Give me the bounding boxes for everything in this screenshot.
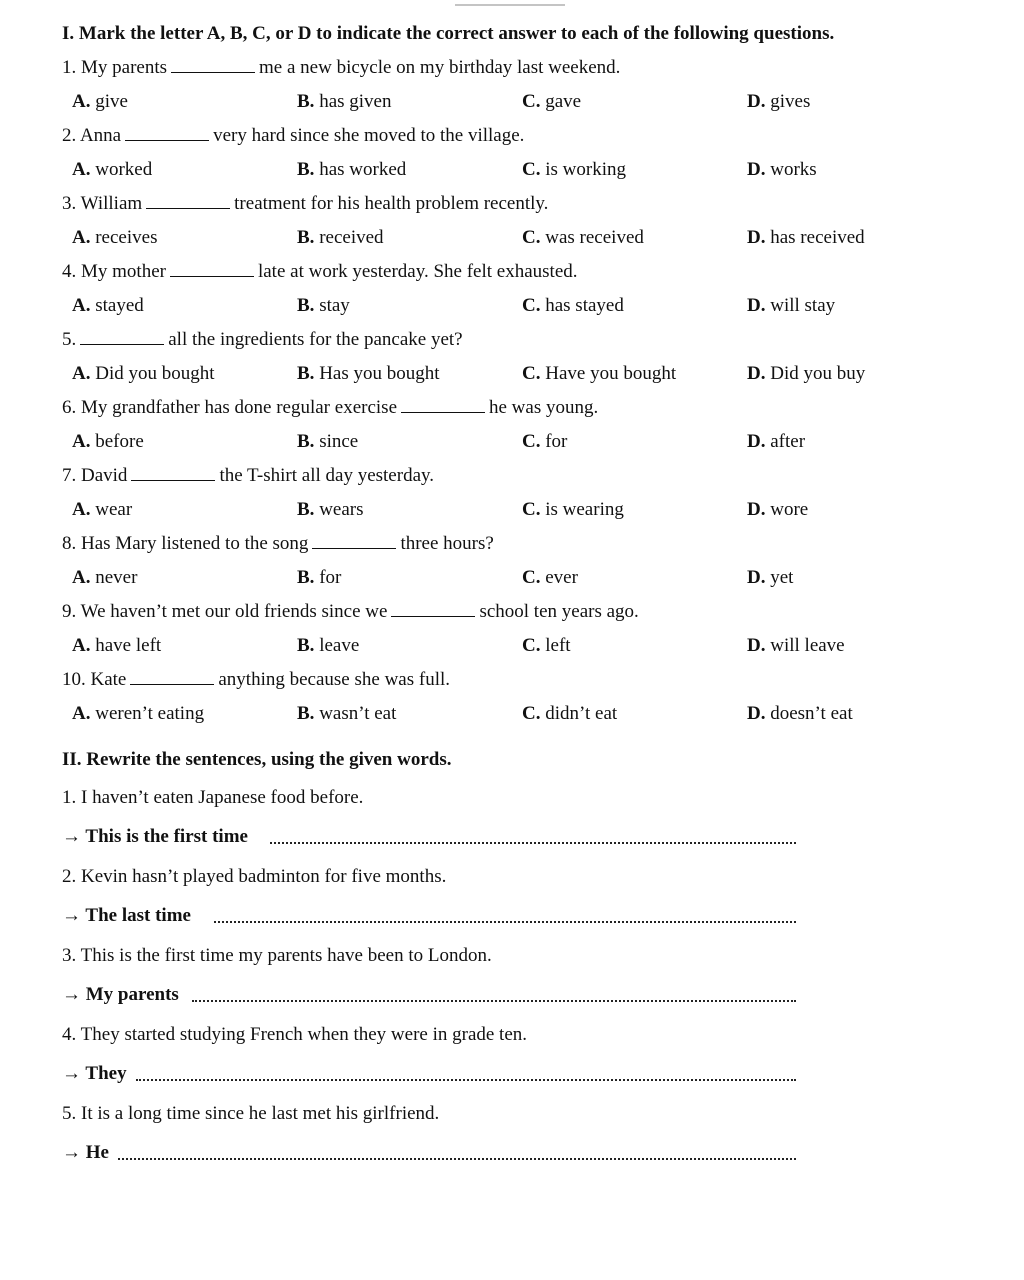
option-text: will stay <box>770 295 836 316</box>
option-letter: D. <box>747 91 766 112</box>
option-text: leave <box>319 635 360 656</box>
option-letter: A. <box>72 159 91 180</box>
option-letter: D. <box>747 703 766 724</box>
option-text: stayed <box>95 295 144 316</box>
question-stem-end: anything because she was full. <box>218 669 451 690</box>
option-a <box>72 566 137 590</box>
option-a <box>72 430 144 454</box>
option-letter: B. <box>297 635 315 656</box>
option-text: didn’t eat <box>545 703 618 724</box>
prompt-text: This is the first time <box>85 826 248 847</box>
answer-blank <box>391 601 475 617</box>
option-text: yet <box>770 567 794 588</box>
option-text: left <box>545 635 571 656</box>
answer-blank <box>171 57 255 73</box>
option-letter: D. <box>747 363 766 384</box>
answer-blank <box>170 261 254 277</box>
option-letter: A. <box>72 431 91 452</box>
question-10 <box>62 668 450 692</box>
option-d <box>747 158 817 182</box>
option-d <box>747 362 865 386</box>
option-b <box>297 226 384 250</box>
option-letter: B. <box>297 703 315 724</box>
option-letter: D. <box>747 431 766 452</box>
option-text: since <box>319 431 359 452</box>
option-text: has received <box>770 227 865 248</box>
question-stem-start: 4. My mother <box>62 261 166 282</box>
option-text: has stayed <box>545 295 624 316</box>
option-text: works <box>770 159 817 180</box>
option-c <box>522 158 626 182</box>
option-text: stay <box>319 295 350 316</box>
rewrite-sentence-3: 3. This is the first time my parents have been to London. <box>62 945 492 966</box>
cropped-title-remnant <box>455 0 565 6</box>
option-c <box>522 294 624 318</box>
option-b <box>297 90 391 114</box>
option-c <box>522 566 578 590</box>
question-5 <box>62 328 463 352</box>
rewrite-sentence-4: 4. They started studying French when they were in grade ten. <box>62 1024 528 1045</box>
option-letter: C. <box>522 159 541 180</box>
question-stem-start: 10. Kate <box>62 669 127 690</box>
option-text: Did you buy <box>770 363 866 384</box>
option-letter: D. <box>747 635 766 656</box>
question-stem-start: 9. We haven’t met our old friends since we <box>62 601 388 622</box>
question-stem-start: 3. William <box>62 193 143 214</box>
question-stem-end: he was young. <box>489 397 599 418</box>
option-letter: C. <box>522 363 541 384</box>
option-text: for <box>319 567 342 588</box>
option-letter: A. <box>72 635 91 656</box>
question-9 <box>62 600 639 624</box>
option-b <box>297 430 358 454</box>
option-letter: A. <box>72 703 91 724</box>
option-b <box>297 702 396 726</box>
option-letter: B. <box>297 431 315 452</box>
option-text: was received <box>545 227 644 248</box>
option-text: Have you bought <box>545 363 677 384</box>
answer-dotted-line[interactable] <box>136 1079 796 1081</box>
option-text: wasn’t eat <box>319 703 397 724</box>
answer-blank <box>80 329 164 345</box>
option-text: for <box>545 431 568 452</box>
option-text: will leave <box>770 635 845 656</box>
option-letter: C. <box>522 567 541 588</box>
option-a <box>72 498 132 522</box>
option-d <box>747 702 853 726</box>
option-text: is wearing <box>545 499 624 520</box>
question-stem-end: three hours? <box>400 533 494 554</box>
option-letter: D. <box>747 567 766 588</box>
option-letter: D. <box>747 227 766 248</box>
option-letter: C. <box>522 431 541 452</box>
option-letter: A. <box>72 295 91 316</box>
answer-dotted-line[interactable] <box>118 1158 796 1160</box>
option-letter: B. <box>297 363 315 384</box>
option-text: never <box>95 567 138 588</box>
prompt-text: My parents <box>85 984 179 1005</box>
option-letter: A. <box>72 227 91 248</box>
option-d <box>747 226 865 250</box>
option-text: wears <box>319 499 364 520</box>
option-c <box>522 90 581 114</box>
question-stem-end: treatment for his health problem recently. <box>234 193 549 214</box>
option-letter: C. <box>522 635 541 656</box>
option-a <box>72 158 152 182</box>
prompt-text: They <box>85 1063 127 1084</box>
question-stem-start: 8. Has Mary listened to the song <box>62 533 309 554</box>
option-d <box>747 90 810 114</box>
option-text: weren’t eating <box>95 703 205 724</box>
arrow-icon: → <box>62 1142 81 1163</box>
arrow-icon: → <box>62 984 81 1005</box>
option-c <box>522 430 567 454</box>
question-1 <box>62 56 620 80</box>
option-b <box>297 498 364 522</box>
option-letter: D. <box>747 295 766 316</box>
question-stem-end: very hard since she moved to the village. <box>213 125 525 146</box>
option-c <box>522 498 624 522</box>
option-d <box>747 430 805 454</box>
option-text: is working <box>545 159 626 180</box>
answer-dotted-line[interactable] <box>192 1000 796 1002</box>
question-stem-end: the T-shirt all day yesterday. <box>219 465 435 486</box>
rewrite-sentence-5: 5. It is a long time since he last met his girlfriend. <box>62 1103 440 1124</box>
option-text: doesn’t eat <box>770 703 853 724</box>
option-a <box>72 226 157 250</box>
option-text: received <box>319 227 384 248</box>
question-7 <box>62 464 434 488</box>
option-a <box>72 294 144 318</box>
rewrite-sentence-2: 2. Kevin hasn’t played badminton for five months. <box>62 866 447 887</box>
option-a <box>72 362 215 386</box>
question-8 <box>62 532 494 556</box>
arrow-icon: → <box>62 905 81 926</box>
option-d <box>747 566 793 590</box>
option-letter: C. <box>522 227 541 248</box>
prompt-text: He <box>85 1142 109 1163</box>
rewrite-prompt-3 <box>62 983 179 1007</box>
option-text: Has you bought <box>319 363 440 384</box>
question-2 <box>62 124 524 148</box>
option-d <box>747 498 808 522</box>
option-letter: B. <box>297 227 315 248</box>
question-6 <box>62 396 598 420</box>
option-letter: A. <box>72 91 91 112</box>
option-text: gives <box>770 91 811 112</box>
question-stem-end: me a new bicycle on my birthday last weekend. <box>259 57 621 78</box>
option-letter: A. <box>72 499 91 520</box>
answer-blank <box>146 193 230 209</box>
answer-blank <box>312 533 396 549</box>
option-text: after <box>770 431 806 452</box>
option-letter: B. <box>297 499 315 520</box>
rewrite-prompt-2 <box>62 904 191 928</box>
option-letter: C. <box>522 703 541 724</box>
question-stem-start: 2. Anna <box>62 125 122 146</box>
option-b <box>297 566 341 590</box>
question-stem-end: all the ingredients for the pancake yet? <box>168 329 463 350</box>
option-b <box>297 158 406 182</box>
option-text: wear <box>95 499 133 520</box>
option-d <box>747 634 845 658</box>
rewrite-prompt-4 <box>62 1062 127 1086</box>
answer-dotted-line[interactable] <box>270 842 796 844</box>
prompt-text: The last time <box>85 905 191 926</box>
option-d <box>747 294 835 318</box>
option-letter: A. <box>72 567 91 588</box>
option-c <box>522 362 676 386</box>
option-text: have left <box>95 635 162 656</box>
option-b <box>297 362 440 386</box>
question-3 <box>62 192 548 216</box>
option-text: ever <box>545 567 578 588</box>
option-text: before <box>95 431 144 452</box>
option-letter: B. <box>297 91 315 112</box>
option-c <box>522 634 571 658</box>
question-stem-end: school ten years ago. <box>479 601 639 622</box>
rewrite-sentence-1: 1. I haven’t eaten Japanese food before. <box>62 787 364 808</box>
answer-blank <box>125 125 209 141</box>
option-c <box>522 702 617 726</box>
option-text: gave <box>545 91 582 112</box>
option-b <box>297 634 359 658</box>
option-letter: B. <box>297 159 315 180</box>
answer-blank <box>130 669 214 685</box>
answer-dotted-line[interactable] <box>214 921 796 923</box>
option-text: wore <box>770 499 809 520</box>
option-text: give <box>95 91 128 112</box>
question-stem-start: 7. David <box>62 465 128 486</box>
option-text: receives <box>95 227 158 248</box>
option-a <box>72 634 161 658</box>
option-letter: C. <box>522 499 541 520</box>
option-text: Did you bought <box>95 363 215 384</box>
option-a <box>72 702 204 726</box>
option-text: has given <box>319 91 392 112</box>
question-stem-start: 5. <box>62 329 77 350</box>
option-text: worked <box>95 159 153 180</box>
option-letter: B. <box>297 295 315 316</box>
option-text: has worked <box>319 159 407 180</box>
answer-blank <box>131 465 215 481</box>
question-stem-start: 6. My grandfather has done regular exercise <box>62 397 397 418</box>
rewrite-prompt-5 <box>62 1141 109 1165</box>
question-stem-end: late at work yesterday. She felt exhausted. <box>257 261 578 282</box>
option-letter: A. <box>72 363 91 384</box>
option-a <box>72 90 128 114</box>
option-letter: D. <box>747 499 766 520</box>
option-letter: C. <box>522 295 541 316</box>
arrow-icon: → <box>62 1063 81 1084</box>
section1-heading: I. Mark the letter A, B, C, or D to indicate the correct answer to each of the following questions. <box>62 23 835 44</box>
answer-blank <box>401 397 485 413</box>
option-c <box>522 226 644 250</box>
question-4 <box>62 260 578 284</box>
question-stem-start: 1. My parents <box>62 57 168 78</box>
option-letter: C. <box>522 91 541 112</box>
section2-heading: II. Rewrite the sentences, using the given words. <box>62 749 452 770</box>
option-letter: D. <box>747 159 766 180</box>
rewrite-prompt-1 <box>62 825 248 849</box>
option-b <box>297 294 350 318</box>
option-letter: B. <box>297 567 315 588</box>
arrow-icon: → <box>62 826 81 847</box>
